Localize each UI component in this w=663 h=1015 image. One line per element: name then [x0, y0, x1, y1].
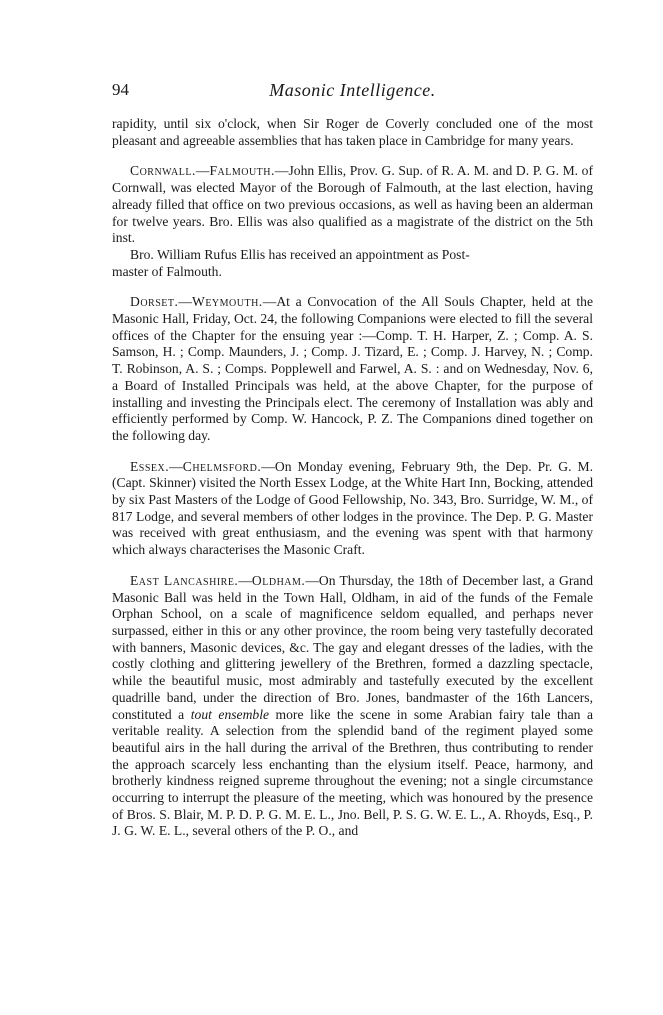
paragraph-text: more like the scene in some Arabian fairy tale than a veritable reality. A selection from the splendid band of the regiment played some beautiful airs in the hall during the arrival of the Brethren, thus contributing to render the approach scarcely less enchanting than the elysium itself. Peace, harmony, and brotherly kindness reigned supreme throughout the evening; not a single circumstance occurring to interrupt the pleasure of the meeting, which was honoured by the presence of Bros. S. Blair, M. P. D. P. G. M. E. L., Jno. Bell, P. S. G. W. E. L., A. Rhoyds, Esq., P. J. G. W. E. L., several others of the P. O., and	[112, 706, 593, 839]
heading-county: Dorset.	[130, 294, 179, 310]
heading-town: Weymouth.	[191, 294, 263, 310]
paragraph-continuation: rapidity, until six o'clock, when Sir Roger de Coverly concluded one of the most pleasant and agreeable assemblies that has taken place in Cambridge for many years.	[112, 116, 593, 148]
heading-dash: —	[169, 458, 183, 474]
paragraph-text: —At a Convocation of the All Souls Chapter, held at the Masonic Hall, Friday, Oct. 24, the following Companions were elected to fill the several offices of the Chapter for the ensuing year :—Comp. T. H. Harper, Z. ; Comp. A. S. Samson, H. ; Comp. Maunders, J. ; Comp. J. Tizard, E. ; Comp. J. Harvey, N. ; Comp. T. Robinson, A. S. ; Comps. Popplewell and Farwel, A. S. : and on Wednesday, Nov. 6, a Board of Installed Principals was held, at the above Chapter, for the purpose of installing and investing the Principals elect. The ceremony of Installation was ably and efficiently performed by Comp. W. Hancock, P. Z. The Companions dined together on the following day.	[112, 294, 593, 443]
heading-county: Essex.	[130, 458, 170, 474]
paragraph-text: —John Ellis, Prov. G. Sup. of R. A. M. and D. P. G. M. of Cornwall, was elected Mayor of the Borough of Falmouth, at the last election, having already filled that office on two previous occasions, as well as having been an alderman for twelve years. Bro. Ellis was also qualified as a magistrate of the district on the 5th inst.	[112, 163, 593, 246]
heading-town: Oldham.	[251, 572, 306, 588]
heading-town: Chelmsford.	[182, 458, 262, 474]
paragraph-cornwall	[112, 163, 593, 247]
heading-county: East Lancashire.	[130, 572, 239, 588]
paragraph-text: Bro. William Rufus Ellis has received an appointment as Post-	[130, 246, 470, 262]
section-cornwall	[112, 163, 593, 280]
paragraph-east-lancashire	[112, 573, 593, 840]
running-title: Masonic Intelligence.	[269, 80, 436, 100]
page-header	[112, 80, 593, 108]
section-east-lancashire	[112, 573, 593, 840]
page-number: 94	[112, 80, 129, 99]
heading-dash: —	[195, 163, 210, 179]
paragraph-text: master of Falmouth.	[112, 263, 222, 279]
heading-dash: —	[238, 572, 252, 588]
paragraph-essex	[112, 459, 593, 559]
paragraph-dorset	[112, 294, 593, 444]
section-dorset	[112, 294, 593, 444]
heading-town: Falmouth.	[209, 163, 275, 179]
heading-dash: —	[178, 294, 192, 310]
section-essex	[112, 459, 593, 559]
heading-county: Cornwall.	[130, 163, 196, 179]
paragraph-cornwall-2	[112, 247, 593, 280]
paragraph-text: —On Monday evening, February 9th, the Dep. Pr. G. M. (Capt. Skinner) visited the North Essex Lodge, at the White Hart Inn, Bocking, attended by six Past Masters of the Lodge of Good Fellowship, No. 343, Bro. Surridge, W. M., of 817 Lodge, and several members of other lodges in the province. The Dep. P. G. Master was received with great enthusiasm, and the evening was spent with that harmony which always characterises the Masonic Craft.	[112, 458, 593, 558]
paragraph-text: —On Thursday, the 18th of December last, a Grand Masonic Ball was held in the Town Hall, Oldham, in aid of the funds of the Female Orphan School, on a scale of magnificence seldom equalled, and perhaps never surpassed, either in this or any other province, the room being very tastefully decorated with banners, Masonic devices, &c. The gay and elegant dresses of the ladies, with the costly clothing and glittering jewellery of the Brethren, formed a dazzling spectacle, while the beautiful music, most admirably and tastefully executed by the excellent quadrille band, under the direction of Bro. Jones, bandmaster of the 16th Lancers, constituted a	[112, 572, 593, 722]
italic-phrase: tout ensemble	[190, 706, 270, 722]
